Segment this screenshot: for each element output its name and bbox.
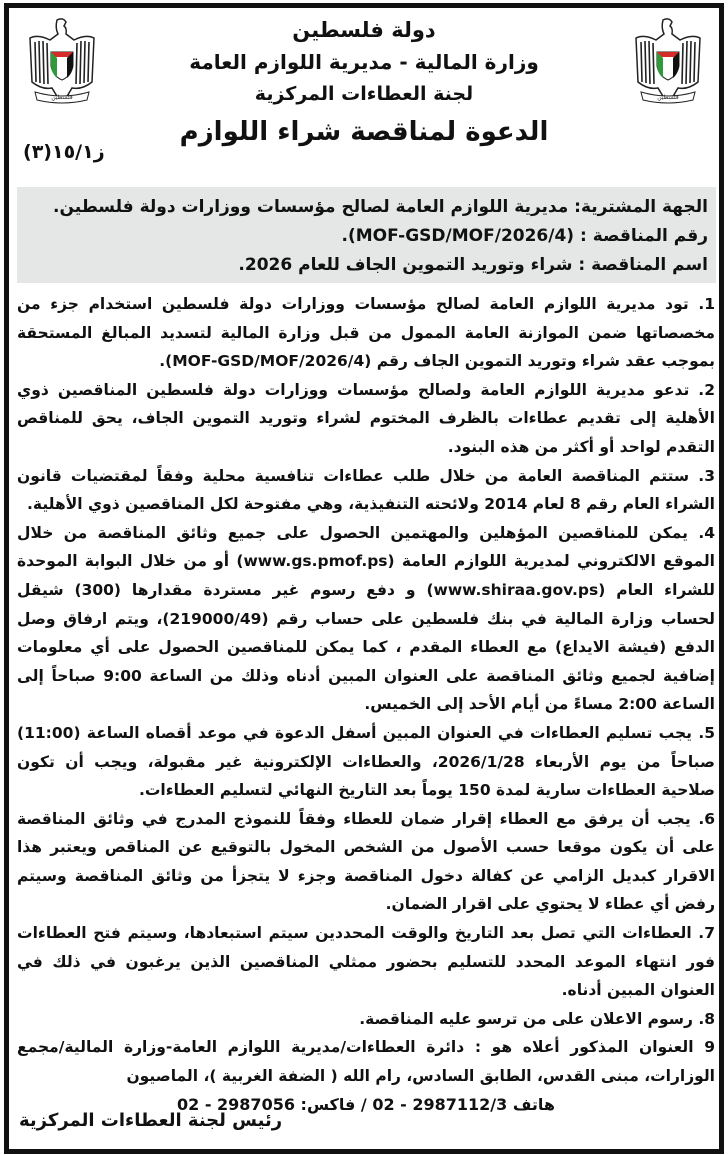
advertisement-frame [4,3,724,1154]
list-item: 2. تدعو مديرية اللوازم العامة ولصالح مؤسسات ووزارات دولة فلسطين المناقصين ذوي الأهلية إلى تقديم عطاءات بالظرف المختوم لشراء وتوريد التموين الجاف، يحق للمناقص التقدم لواحد أو أكثر من هذه البنود. [17,380,715,456]
svg-text:فلسطين: فلسطين [657,94,679,101]
tender-info-box [17,187,716,283]
committee-name: لجنة العطاءات المركزية [254,83,474,105]
tender-number-line: رقم المناقصة : (MOF-GSD/MOF/2026/4). [341,226,708,246]
list-item: 8. رسوم الاعلان على من ترسو عليه المناقصة. [359,1009,715,1028]
list-item: 1. تود مديرية اللوازم العامة لصالح مؤسسات ووزارات دولة فلسطين استخدام جزء من مخصصاتها ضمن الموازنة العامة الممول من قبل وزارة المالية لتسديد المبالغ المستحقة بموجب عقد شراء وتوريد التموين الجاف رقم (MOF-GSD/MOF/2026/4). [17,295,715,371]
header-titles [129,14,599,152]
svg-text:فلسطين: فلسطين [51,94,73,101]
signature: رئيس لجنة العطاءات المركزية [19,1110,283,1131]
state-name: دولة فلسطين [292,18,436,42]
ministry-name: وزارة المالية - مديرية اللوازم العامة [189,50,539,74]
contact-phone-fax: هاتف 2987112/3 - 02 / فاكس: 2987056 - 02 [176,1094,556,1114]
tender-name-line: اسم المناقصة : شراء وتوريد التموين الجاف للعام 2026. [238,255,708,275]
list-item: 6. يجب أن يرفق مع العطاء إقرار ضمان للعطاء وفقاً للنموذج المدرج في وثائق المناقصة على أن يكون موقعا حسب الأصول من الشخص المخول بالتوقيع عن المناقص ويعتبر هذا الاقرار كبديل الزامي عن كفالة دخول المناقصة وجزء لا يتجزأ من وثائق المناقصة وسيتم رفض أي عطاء لا يحتوي على اقرار الضمان. [17,809,715,914]
ad-reference-code: ز١٥/١(٣) [23,141,105,163]
list-item: 7. العطاءات التي تصل بعد التاريخ والوقت المحددين سيتم استبعادها، وسيتم فتح العطاءات فور انتهاء الموعد المحدد للتسليم بحضور ممثلي المناقصين الذين يرغبون في ذلك في العنوان المبين أدناه. [17,924,715,1000]
list-item: 3. ستتم المناقصة العامة من خلال طلب عطاءات تنافسية محلية وفقاً لمقتضيات قانون الشراء العام رقم 8 لعام 2014 ولائحته التنفيذية، وهي مفتوحة لكل المناقصين ذوي الأهلية. [17,466,715,514]
list-item: 4. يمكن للمناقصين المؤهلين والمهتمين الحصول على جميع وثائق المناقصة من خلال الموقع الالكتروني لمديرية اللوازم العامة (www.gs.pmof.ps) أو من خلال البوابة الموحدة للشراء العام (www.shiraa.gov.ps) و دفع رسوم غير مستردة مقدارها (300) شيقل لحساب وزارة المالية في بنك فلسطين على حساب رقم (219000/49)، ويتم ارفاق وصل الدفع (فيشة الايداع) مع العطاء المقدم ، كما يمكن للمناقصين الحصول على أي معلومات إضافية لجميع وثائق المناقصة على العنوان المبين أدناه وذلك من الساعة 9:00 صباحاً إلى الساعة 2:00 مساءً من أيام الأحد إلى الخميس. [17,523,716,714]
list-item: 5. يجب تسليم العطاءات في العنوان المبين أسفل الدعوة في موعد أقصاه الساعة (11:00) صباحاً من يوم الأربعاء 2026/1/28، والعطاءات الإلكترونية غير مقبولة، ويجب أن تكون صلاحية العطاءات سارية لمدة 150 يوماً بعد التاريخ النهائي لتسليم العطاءات. [17,723,715,800]
palestine-eagle-emblem-icon [27,16,97,106]
page-title: الدعوة لمناقصة شراء اللوازم [179,117,549,147]
tender-terms [17,290,715,1119]
palestine-eagle-emblem-icon [633,16,703,106]
list-item: 9 العنوان المذكور أعلاه هو : دائرة العطاءات/مديرية اللوازم العامة-وزارة المالية/مجمع الوزارات، مبنى القدس، الطابق السادس، رام الله ( الضفة الغربية )، الماصيون [17,1038,715,1086]
header [9,8,719,178]
purchaser-line: الجهة المشترية: مديرية اللوازم العامة لصالح مؤسسات ووزارات دولة فلسطين. [53,197,708,217]
